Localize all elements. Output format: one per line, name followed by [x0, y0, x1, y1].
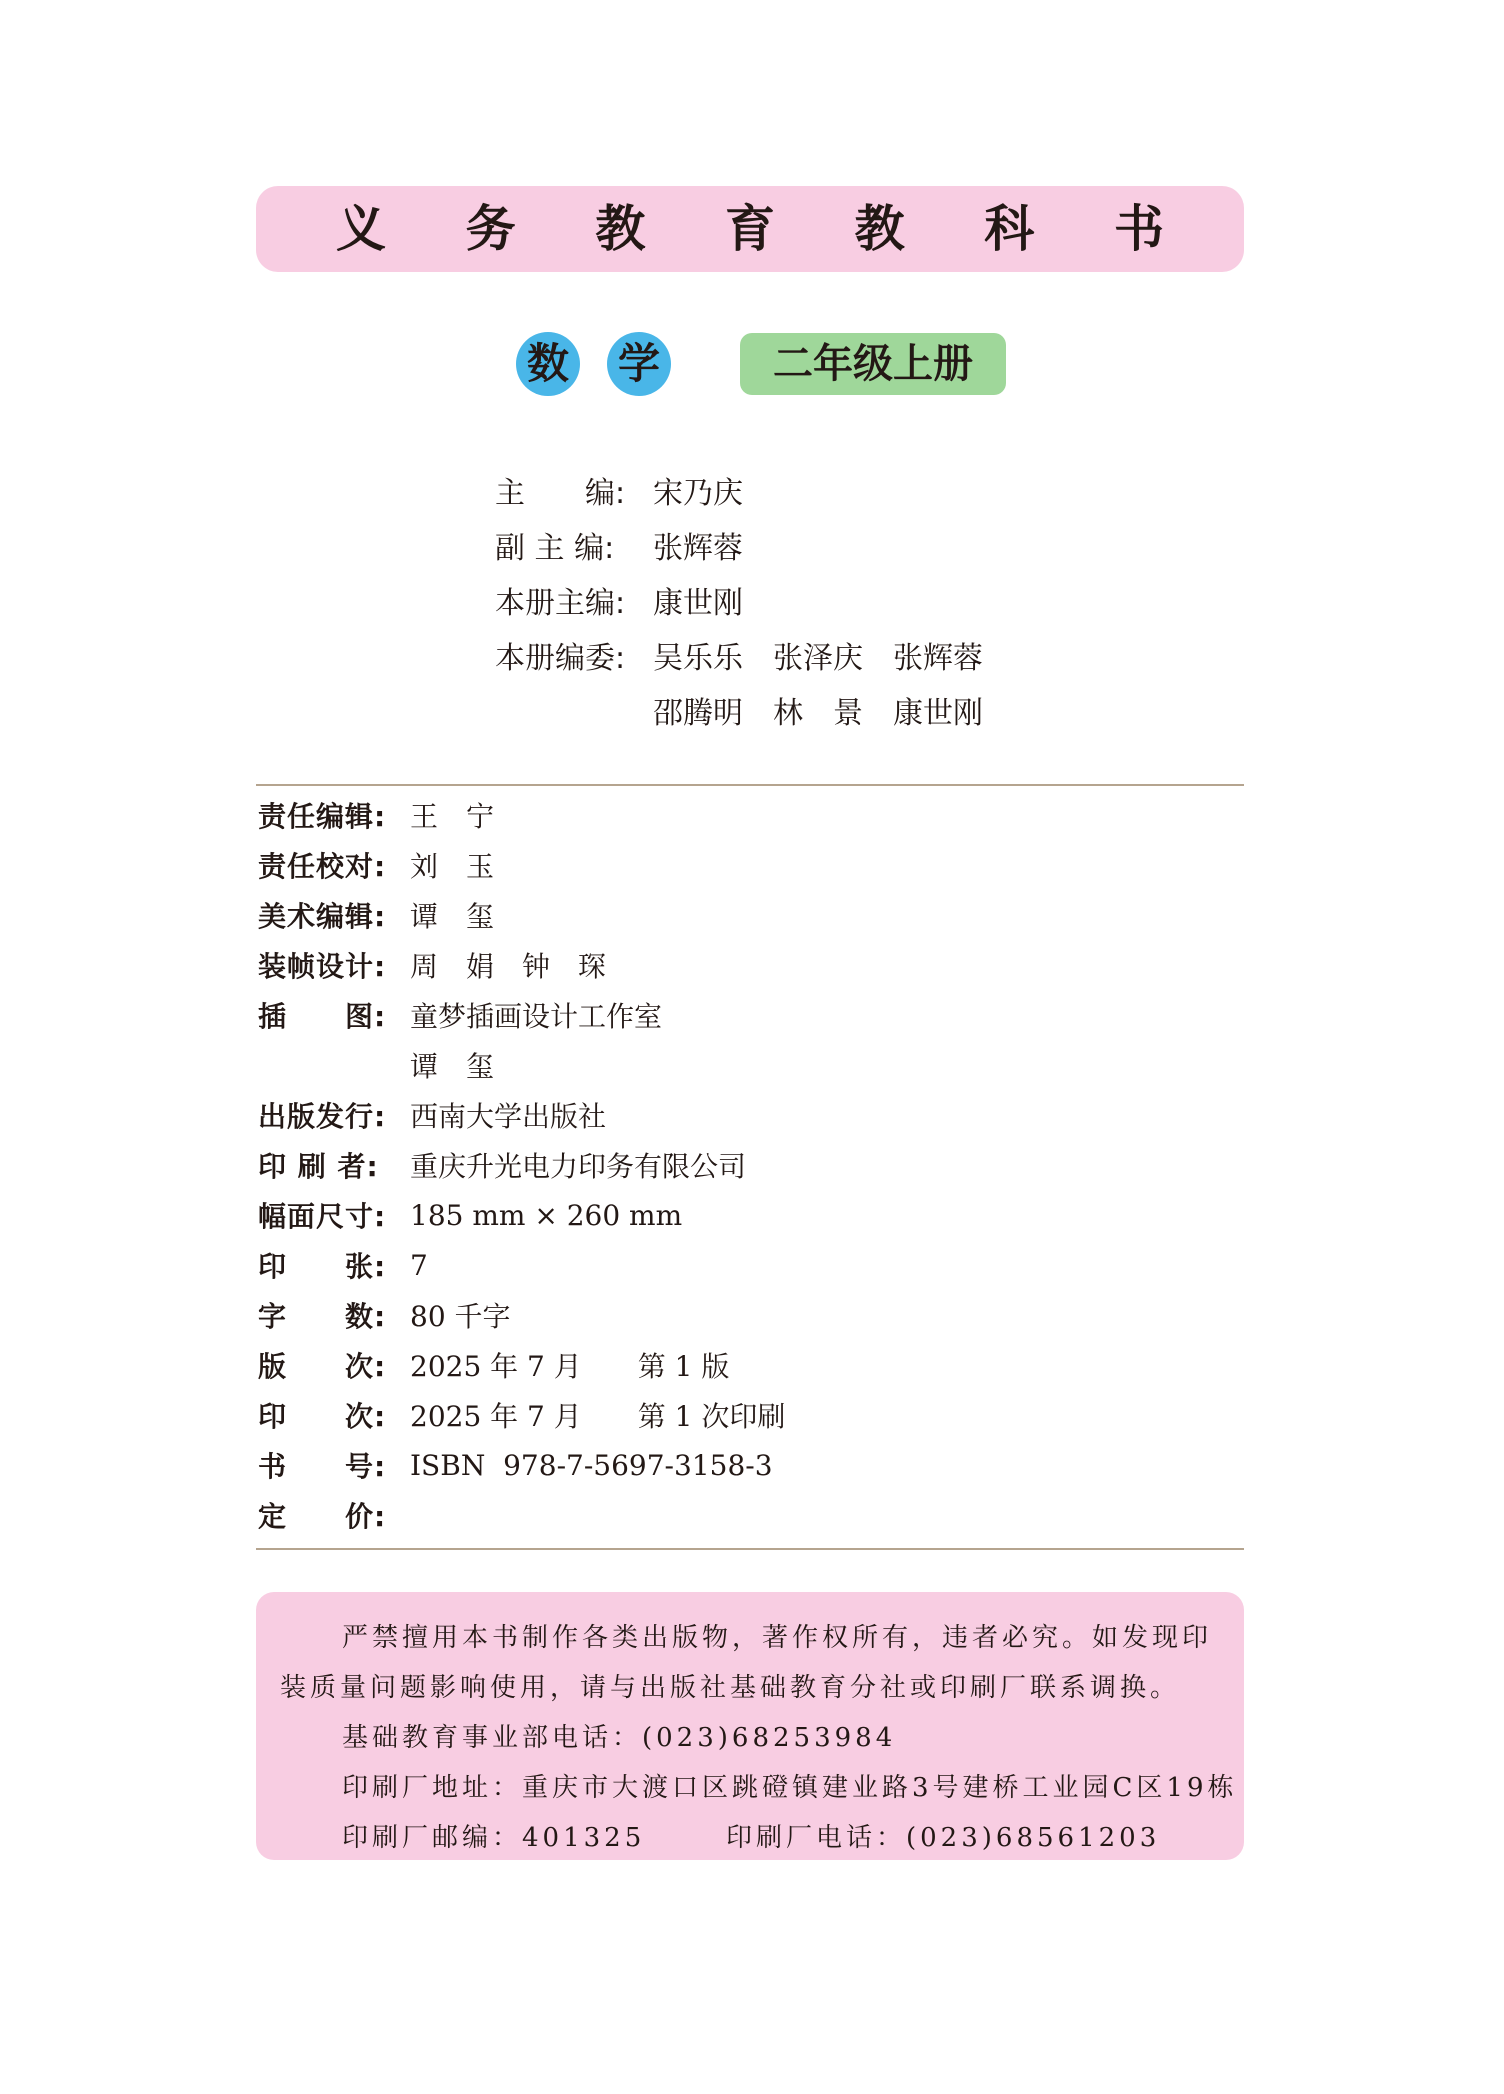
notice-address: 印刷厂地址：重庆市大渡口区跳磴镇建业路3号建桥工业园C区19栋	[342, 1772, 1238, 1803]
notice-phone: 基础教育事业部电话：(023)68253984	[342, 1722, 897, 1753]
series-title-char: 务	[465, 199, 516, 258]
pub-label: 印 次:	[258, 1400, 387, 1433]
pub-label: 定 价:	[258, 1500, 387, 1533]
pub-value: 185 mm × 260 mm	[410, 1198, 683, 1232]
editors-list	[495, 462, 983, 737]
pub-value: 80 千字	[410, 1300, 511, 1333]
editor-row	[495, 462, 983, 517]
subject-char-circle: 数	[516, 332, 580, 396]
publication-info	[258, 790, 785, 1540]
divider-top	[256, 784, 1244, 786]
pub-row	[258, 790, 785, 840]
pub-row	[258, 840, 785, 890]
subject-char-circle: 学	[607, 332, 671, 396]
pub-value: 王 宁	[410, 800, 495, 833]
series-title-char: 教	[854, 199, 905, 258]
series-title-banner	[256, 186, 1244, 272]
divider-bottom	[256, 1548, 1244, 1550]
pub-row	[258, 990, 785, 1040]
pub-row	[258, 1190, 785, 1240]
copyright-notice	[256, 1592, 1244, 1860]
pub-value: 重庆升光电力印务有限公司	[410, 1150, 747, 1183]
editor-value: 康世刚	[653, 585, 743, 621]
editor-row	[495, 682, 983, 737]
pub-value: 谭 玺	[410, 1050, 495, 1083]
pub-row	[258, 1340, 785, 1390]
series-title-char: 义	[336, 199, 386, 258]
pub-label: 字 数:	[258, 1300, 387, 1333]
series-title-char: 育	[724, 199, 775, 258]
pub-row	[258, 1390, 785, 1440]
pub-value: 2025 年 7 月 第 1 版	[410, 1350, 730, 1383]
pub-label: 印 刷 者:	[258, 1150, 379, 1183]
editor-row	[495, 517, 983, 572]
pub-value: 西南大学出版社	[410, 1100, 607, 1133]
notice-text: 严禁擅用本书制作各类出版物，著作权所有，违者必究。如发现印	[342, 1622, 1213, 1653]
notice-postcode: 印刷厂邮编：401325	[342, 1822, 646, 1853]
series-title-char: 科	[984, 199, 1035, 258]
editor-label: 本册编委:	[495, 640, 626, 676]
pub-label: 印 张:	[258, 1250, 387, 1283]
pub-label: 版 次:	[258, 1350, 387, 1383]
editor-value: 张辉蓉	[653, 530, 743, 566]
editor-value: 吴乐乐 张泽庆 张辉蓉	[653, 640, 983, 676]
editor-label: 本册主编:	[495, 585, 626, 621]
editor-row	[495, 572, 983, 627]
pub-row	[258, 1440, 785, 1490]
pub-label: 幅面尺寸:	[258, 1200, 387, 1233]
pub-label: 美术编辑:	[258, 900, 387, 933]
pub-value: 周 娟 钟 琛	[410, 950, 607, 983]
notice-contact-row	[280, 1810, 1218, 1860]
pub-value: 7	[410, 1248, 428, 1282]
pub-value: ISBN 978-7-5697-3158-3	[410, 1448, 773, 1482]
pub-label: 书 号:	[258, 1450, 387, 1483]
notice-text: 装质量问题影响使用，请与出版社基础教育分社或印刷厂联系调换。	[280, 1672, 1181, 1703]
grade-label: 二年级上册	[740, 333, 1006, 395]
pub-row	[258, 1140, 785, 1190]
pub-value: 刘 玉	[410, 850, 495, 883]
pub-label: 装帧设计:	[258, 950, 387, 983]
pub-row	[258, 1040, 785, 1090]
pub-value: 谭 玺	[410, 900, 495, 933]
pub-label: 责任校对:	[258, 850, 387, 883]
editor-value: 邵腾明 林 景 康世刚	[653, 695, 983, 731]
pub-row	[258, 1090, 785, 1140]
pub-label: 责任编辑:	[258, 800, 387, 833]
pub-label: 出版发行:	[258, 1100, 387, 1133]
notice-factory-phone: 印刷厂电话：(023)68561203	[726, 1822, 1161, 1853]
pub-row	[258, 1490, 785, 1540]
pub-value: 童梦插画设计工作室	[410, 1000, 663, 1033]
series-title-char: 书	[1113, 199, 1164, 258]
editor-label: 主 编:	[495, 475, 626, 511]
pub-row	[258, 890, 785, 940]
pub-label: 插 图:	[258, 1000, 387, 1033]
editor-row	[495, 627, 983, 682]
editor-label: 副 主 编:	[495, 530, 615, 566]
editor-value: 宋乃庆	[653, 475, 743, 511]
pub-row	[258, 1290, 785, 1340]
pub-row	[258, 940, 785, 990]
pub-row	[258, 1240, 785, 1290]
pub-value: 2025 年 7 月 第 1 次印刷	[410, 1400, 786, 1433]
series-title-char: 教	[595, 199, 646, 258]
